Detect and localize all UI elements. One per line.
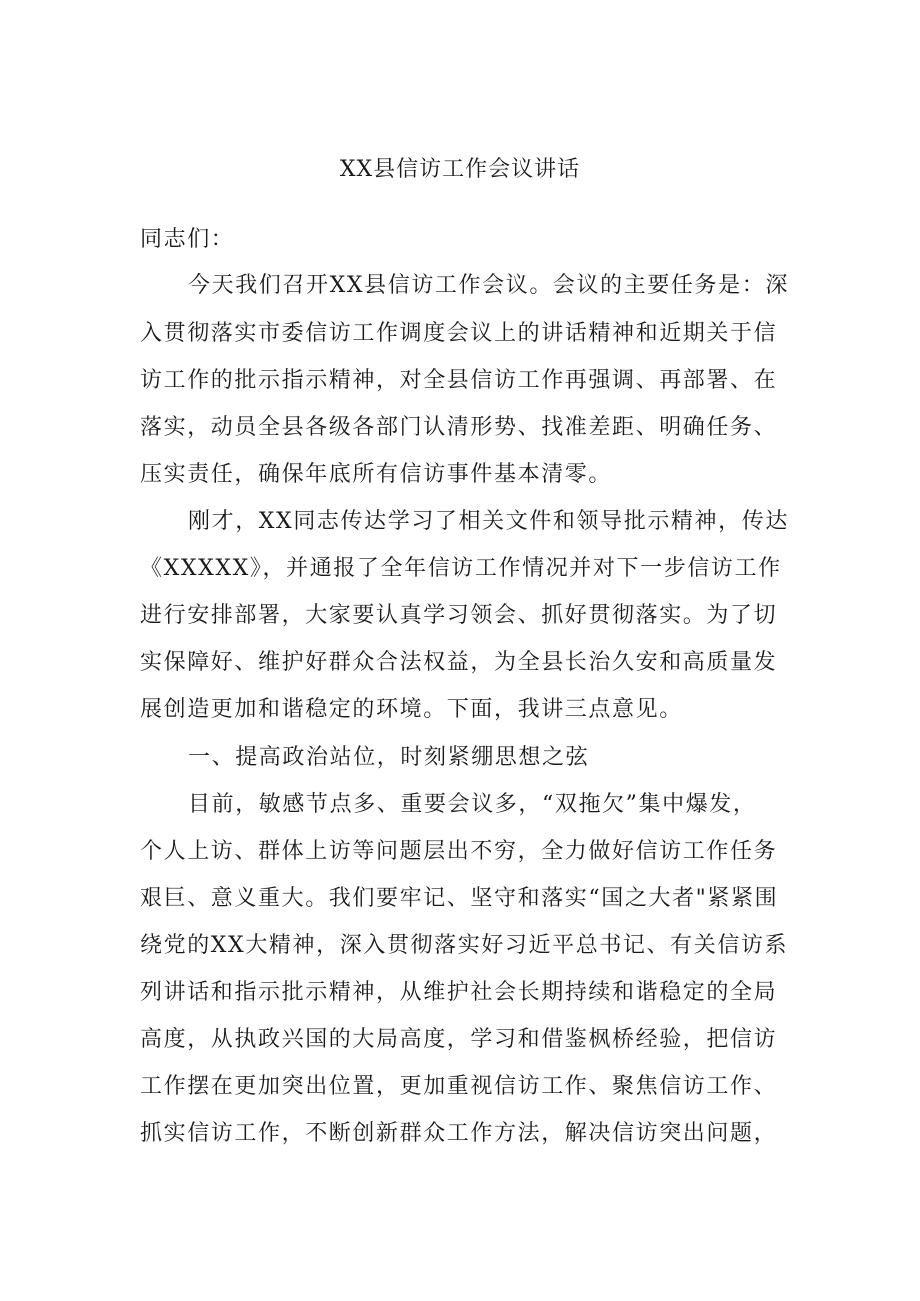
paragraph-line: 工作摆在更加突出位置，更加重视信访工作、聚焦信访工作、 (140, 1074, 778, 1099)
paragraph-line: 高度，从执政兴国的大局高度，学习和借鉴枫桥经验，把信访 (140, 1027, 778, 1052)
paragraph-line: 绕党的XX大精神，深入贯彻落实好习近平总书记、有关信访系 (140, 933, 789, 958)
paragraph-line: 落实，动员全县各级各部门认清形势、找准差距、明确任务、 (140, 415, 778, 440)
paragraph-line: 压实责任，确保年底所有信访事件基本清零。 (140, 462, 613, 487)
paragraph-line: 访工作的批示指示精神，对全县信访工作再强调、再部署、在 (140, 368, 778, 393)
paragraph-line: 刚才，XX同志传达学习了相关文件和领导批示精神，传达 (188, 509, 789, 534)
paragraph-line: 列讲话和指示批示精神，从维护社会长期持续和谐稳定的全局 (140, 980, 778, 1005)
document-title: XX县信访工作会议讲话 (339, 157, 581, 182)
paragraph-line: 艰巨、意义重大。我们要牢记、坚守和落实“国之大者"紧紧围 (140, 886, 779, 911)
salutation: 同志们： (140, 227, 235, 252)
paragraph-line: 抓实信访工作，不断创新群众工作方法，解决信访突出问题， (140, 1121, 778, 1146)
paragraph-line: 今天我们召开XX县信访工作会议。会议的主要任务是：深 (188, 273, 789, 298)
paragraph-line: 个人上访、群体上访等问题层出不穷，全力做好信访工作任务 (140, 839, 778, 864)
paragraph-line: 展创造更加和谐稳定的环境。下面，我讲三点意见。 (140, 697, 683, 722)
paragraph-line: 《XXXXX》，并通报了全年信访工作情况并对下一步信访工作 (140, 556, 782, 581)
paragraph-line: 实保障好、维护好群众合法权益，为全县长治久安和高质量发 (140, 650, 778, 675)
section-heading: 一、提高政治站位，时刻紧绷思想之弦 (188, 745, 590, 770)
paragraph-line: 入贯彻落实市委信访工作调度会议上的讲话精神和近期关于信 (140, 321, 778, 346)
paragraph-line: 目前，敏感节点多、重要会议多，“双拖欠”集中爆发， (188, 792, 757, 817)
paragraph-line: 进行安排部署，大家要认真学习领会、抓好贯彻落实。为了切 (140, 603, 778, 628)
